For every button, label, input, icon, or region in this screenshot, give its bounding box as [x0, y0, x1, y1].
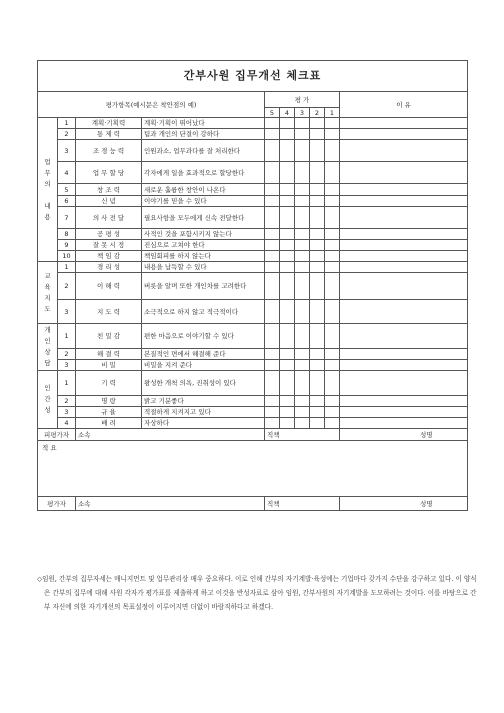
reason-cell[interactable] — [340, 140, 468, 162]
evaluator-position-label: 직책 — [265, 497, 340, 511]
score-cell[interactable] — [295, 251, 310, 262]
item-desc: 내용을 납득할 수 있다 — [142, 262, 265, 273]
item-name: 기 력 — [76, 371, 142, 396]
score-cell[interactable] — [265, 140, 280, 162]
item-desc: 본질적인 면에서 해결해 준다 — [142, 349, 265, 360]
score-cell[interactable] — [280, 300, 295, 324]
summary-label: 적 요 — [42, 444, 57, 452]
score-cell[interactable] — [325, 418, 340, 429]
score-cell[interactable] — [295, 229, 310, 240]
item-name: 경 리 성 — [76, 262, 142, 273]
item-name: 조 경 능 력 — [76, 140, 142, 162]
score-cell[interactable] — [280, 129, 295, 140]
item-no: 3 — [58, 360, 76, 371]
item-no: 1 — [58, 262, 76, 273]
item-desc: 인원과소, 업무과다를 잘 처리한다 — [142, 140, 265, 162]
score-cell[interactable] — [295, 184, 310, 196]
item-desc: 계획·기획이 뛰어났다 — [142, 118, 265, 129]
score-cell[interactable] — [295, 396, 310, 407]
reason-cell[interactable] — [340, 229, 468, 240]
item-name: 규 율 — [76, 407, 142, 418]
item-desc: 각자에게 일을 효과적으로 할당한다 — [142, 162, 265, 184]
evaluatee-position-label: 직책 — [265, 429, 340, 441]
item-no: 1 — [58, 371, 76, 396]
score-cell[interactable] — [265, 184, 280, 196]
score-cell[interactable] — [325, 324, 340, 349]
item-no: 2 — [58, 129, 76, 140]
score-cell[interactable] — [325, 240, 340, 251]
reason-cell[interactable] — [340, 418, 468, 429]
item-name: 해 결 력 — [76, 349, 142, 360]
score-cell[interactable] — [325, 360, 340, 371]
score-cell[interactable] — [295, 196, 310, 207]
score-cell[interactable] — [325, 273, 340, 300]
score-cell[interactable] — [325, 371, 340, 396]
reason-cell[interactable] — [340, 262, 468, 273]
score-5: 5 — [265, 108, 280, 118]
item-name: 계획·기획력 — [76, 118, 142, 129]
score-cell[interactable] — [265, 251, 280, 262]
score-cell[interactable] — [325, 251, 340, 262]
item-name: 책 임 감 — [76, 251, 142, 262]
score-cell[interactable] — [310, 360, 325, 371]
score-cell[interactable] — [295, 207, 310, 229]
score-cell[interactable] — [295, 262, 310, 273]
score-cell[interactable] — [280, 251, 295, 262]
evaluatee-name-label: 성명 — [340, 429, 468, 441]
item-name: 친 밀 감 — [76, 324, 142, 349]
score-cell[interactable] — [280, 229, 295, 240]
score-cell[interactable] — [295, 360, 310, 371]
score-cell[interactable] — [265, 262, 280, 273]
score-cell[interactable] — [325, 349, 340, 360]
score-cell[interactable] — [310, 273, 325, 300]
summary-field[interactable] — [38, 441, 468, 497]
guide-note: ◇임원, 간부의 집무자세는 매니지먼트 및 업무관리상 매우 중요하다. 이로 인해 간부의 자기계발·육성에는 기업마다 갖가지 수단을 강구하고 있다. 이 양식은 간부의 집무에 대해 사원 각자가 평가표를 제출하게 하고 이것을 반성자료로 삼아 임원, 간부사원의 자기계발을 도모하려는 것이다. 이를 바탕으로 간부 자신에 의한 자기개선의 목표설정이 이루어지면 더없이 바람직하다고 하겠다. — [37, 575, 477, 611]
item-name: 비 밀 — [76, 360, 142, 371]
score-cell[interactable] — [310, 184, 325, 196]
score-cell[interactable] — [310, 418, 325, 429]
score-cell[interactable] — [310, 207, 325, 229]
score-cell[interactable] — [295, 140, 310, 162]
score-cell[interactable] — [310, 162, 325, 184]
score-cell[interactable] — [310, 371, 325, 396]
score-cell[interactable] — [280, 240, 295, 251]
item-desc: 이야기를 믿을 수 있다 — [142, 196, 265, 207]
item-no: 2 — [58, 396, 76, 407]
score-cell[interactable] — [295, 371, 310, 396]
item-desc: 진심으로 고쳐야 한다 — [142, 240, 265, 251]
score-cell[interactable] — [280, 118, 295, 129]
item-desc: 사적인 것을 포함시키지 않는다 — [142, 229, 265, 240]
item-desc: 팀과 개인의 단결이 강하다 — [142, 129, 265, 140]
score-cell[interactable] — [265, 162, 280, 184]
score-cell[interactable] — [295, 273, 310, 300]
score-cell[interactable] — [295, 324, 310, 349]
score-cell[interactable] — [280, 207, 295, 229]
reason-cell[interactable] — [340, 349, 468, 360]
score-cell[interactable] — [280, 418, 295, 429]
reason-cell[interactable] — [340, 184, 468, 196]
score-cell[interactable] — [325, 129, 340, 140]
item-desc: 소극적으로 하지 않고 적극적이다 — [142, 300, 265, 324]
score-cell[interactable] — [280, 371, 295, 396]
item-no: 2 — [58, 273, 76, 300]
evaluator-dept-label: 소속 — [76, 497, 265, 511]
score-cell[interactable] — [310, 140, 325, 162]
score-cell[interactable] — [325, 207, 340, 229]
group-edu: 교 육 지 도 — [38, 262, 58, 324]
item-no: 2 — [58, 349, 76, 360]
item-no: 3 — [58, 140, 76, 162]
score-cell[interactable] — [325, 118, 340, 129]
item-no: 3 — [58, 300, 76, 324]
score-cell[interactable] — [295, 118, 310, 129]
score-cell[interactable] — [280, 140, 295, 162]
reason-cell[interactable] — [340, 207, 468, 229]
group-personality: 인 간 성 — [38, 371, 58, 429]
item-no: 10 — [58, 251, 76, 262]
item-desc: 밝고 기분좋다 — [142, 396, 265, 407]
group-counsel: 개 인 상 담 — [38, 324, 58, 371]
reason-cell[interactable] — [340, 251, 468, 262]
score-cell[interactable] — [265, 407, 280, 418]
score-cell[interactable] — [295, 349, 310, 360]
item-no: 7 — [58, 207, 76, 229]
reason-cell[interactable] — [340, 396, 468, 407]
score-cell[interactable] — [325, 262, 340, 273]
item-name: 공 평 성 — [76, 229, 142, 240]
item-desc: 새로운 훌륭한 창안이 나온다 — [142, 184, 265, 196]
score-cell[interactable] — [295, 300, 310, 324]
score-cell[interactable] — [325, 162, 340, 184]
score-1: 1 — [325, 108, 340, 118]
score-cell[interactable] — [265, 371, 280, 396]
item-name: 배 려 — [76, 418, 142, 429]
item-name: 창 조 력 — [76, 184, 142, 196]
score-cell[interactable] — [265, 240, 280, 251]
reason-cell[interactable] — [340, 300, 468, 324]
item-no: 4 — [58, 162, 76, 184]
form-title: 간부사원 집무개선 체크표 — [38, 61, 468, 92]
score-cell[interactable] — [325, 407, 340, 418]
score-cell[interactable] — [280, 196, 295, 207]
item-name: 신 념 — [76, 196, 142, 207]
score-cell[interactable] — [295, 162, 310, 184]
score-cell[interactable] — [280, 407, 295, 418]
reason-cell[interactable] — [340, 407, 468, 418]
score-cell[interactable] — [265, 418, 280, 429]
score-cell[interactable] — [310, 129, 325, 140]
score-cell[interactable] — [325, 196, 340, 207]
score-cell[interactable] — [265, 118, 280, 129]
item-no: 6 — [58, 196, 76, 207]
reason-cell[interactable] — [340, 162, 468, 184]
reason-cell[interactable] — [340, 371, 468, 396]
score-cell[interactable] — [265, 196, 280, 207]
score-cell[interactable] — [280, 396, 295, 407]
score-cell[interactable] — [280, 162, 295, 184]
reason-cell[interactable] — [340, 324, 468, 349]
item-desc: 편한 마음으로 이야기할 수 있다 — [142, 324, 265, 349]
score-cell[interactable] — [325, 229, 340, 240]
reason-cell[interactable] — [340, 360, 468, 371]
checklist-form — [37, 60, 467, 511]
score-cell[interactable] — [310, 229, 325, 240]
item-name: 이 해 력 — [76, 273, 142, 300]
score-cell[interactable] — [295, 407, 310, 418]
checklist-table — [37, 60, 468, 511]
score-cell[interactable] — [295, 240, 310, 251]
item-name: 잘 못 시 정 — [76, 240, 142, 251]
score-cell[interactable] — [325, 300, 340, 324]
reason-cell[interactable] — [340, 118, 468, 129]
item-name: 업 무 할 당 — [76, 162, 142, 184]
group-work: 업 무 의 내 용 — [38, 118, 58, 262]
score-cell[interactable] — [265, 360, 280, 371]
score-cell[interactable] — [310, 262, 325, 273]
item-no: 1 — [58, 118, 76, 129]
score-cell[interactable] — [280, 184, 295, 196]
score-cell[interactable] — [310, 407, 325, 418]
item-desc: 필요사항을 모두에게 신속 전달한다 — [142, 207, 265, 229]
score-cell[interactable] — [325, 184, 340, 196]
score-3: 3 — [295, 108, 310, 118]
reason-cell[interactable] — [340, 129, 468, 140]
score-cell[interactable] — [265, 207, 280, 229]
item-no: 3 — [58, 407, 76, 418]
score-cell[interactable] — [265, 349, 280, 360]
evaluator-label: 평가자 — [38, 497, 76, 511]
score-cell[interactable] — [295, 129, 310, 140]
reason-cell[interactable] — [340, 240, 468, 251]
score-cell[interactable] — [310, 118, 325, 129]
item-no: 8 — [58, 229, 76, 240]
item-no: 9 — [58, 240, 76, 251]
score-cell[interactable] — [280, 262, 295, 273]
item-no: 5 — [58, 184, 76, 196]
score-cell[interactable] — [265, 300, 280, 324]
score-cell[interactable] — [310, 251, 325, 262]
score-cell[interactable] — [265, 229, 280, 240]
items-header: 평가항목(예시문은 착안점의 예) — [38, 92, 265, 118]
item-desc: 적절하게 지켜지고 있다 — [142, 407, 265, 418]
score-4: 4 — [280, 108, 295, 118]
score-cell[interactable] — [310, 396, 325, 407]
evaluatee-label: 피평가자 — [38, 429, 76, 441]
item-name: 명 랑 — [76, 396, 142, 407]
item-desc: 왕성한 개척 의욕, 진취성이 있다 — [142, 371, 265, 396]
score-cell[interactable] — [310, 240, 325, 251]
score-cell[interactable] — [325, 140, 340, 162]
score-cell[interactable] — [280, 273, 295, 300]
score-cell[interactable] — [310, 300, 325, 324]
reason-cell[interactable] — [340, 196, 468, 207]
item-name: 지 도 력 — [76, 300, 142, 324]
score-cell[interactable] — [280, 324, 295, 349]
item-desc: 자상하다 — [142, 418, 265, 429]
score-cell[interactable] — [325, 396, 340, 407]
item-no: 1 — [58, 324, 76, 349]
item-desc: 책임회피를 하지 않는다 — [142, 251, 265, 262]
reason-header: 이 유 — [340, 92, 468, 118]
score-cell[interactable] — [310, 349, 325, 360]
item-desc: 비밀을 지켜 준다 — [142, 360, 265, 371]
score-cell[interactable] — [280, 349, 295, 360]
evaluator-name-label: 성명 — [340, 497, 468, 511]
score-cell[interactable] — [295, 418, 310, 429]
score-cell[interactable] — [310, 196, 325, 207]
item-name: 통 제 력 — [76, 129, 142, 140]
score-cell[interactable] — [310, 324, 325, 349]
score-cell[interactable] — [265, 396, 280, 407]
score-cell[interactable] — [265, 129, 280, 140]
score-cell[interactable] — [265, 273, 280, 300]
item-no: 4 — [58, 418, 76, 429]
score-2: 2 — [310, 108, 325, 118]
item-desc: 버릇을 알며 또한 개인차를 고려한다 — [142, 273, 265, 300]
score-cell[interactable] — [265, 324, 280, 349]
item-name: 의 사 전 달 — [76, 207, 142, 229]
score-cell[interactable] — [280, 360, 295, 371]
evaluatee-dept-label: 소속 — [76, 429, 265, 441]
reason-cell[interactable] — [340, 273, 468, 300]
eval-header: 평 가 — [265, 92, 340, 108]
